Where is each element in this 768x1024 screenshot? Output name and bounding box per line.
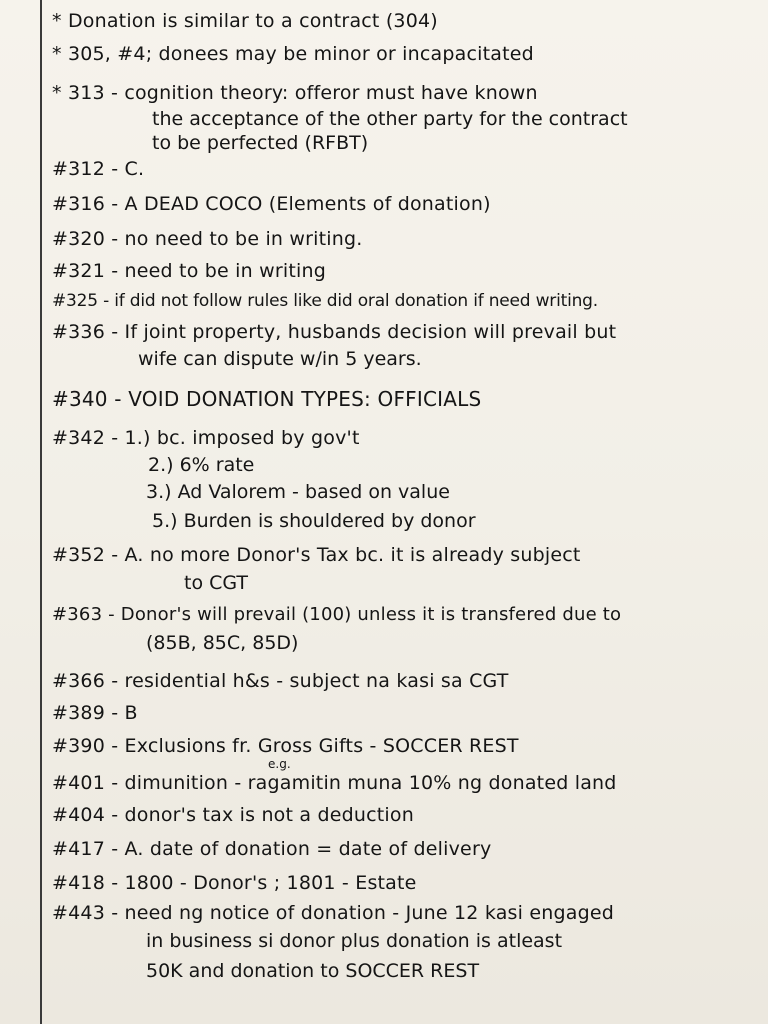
note-line: #389 - B xyxy=(52,702,138,724)
note-line-continued: (85B, 85C, 85D) xyxy=(146,632,299,654)
margin-line xyxy=(40,0,42,1024)
note-subitem: 2.) 6% rate xyxy=(148,454,255,476)
note-line: #336 - If joint property, husbands decision will prevail but xyxy=(52,321,617,343)
note-line: #363 - Donor's will prevail (100) unless it is transfered due to xyxy=(52,604,622,625)
note-line: #325 - if did not follow rules like did oral donation if need writing. xyxy=(52,291,598,311)
note-line: #320 - no need to be in writing. xyxy=(52,228,363,250)
note-line: #418 - 1800 - Donor's ; 1801 - Estate xyxy=(52,872,417,894)
note-line: * Donation is similar to a contract (304) xyxy=(52,10,438,32)
note-subitem: 3.) Ad Valorem - based on value xyxy=(146,481,450,503)
note-line: #404 - donor's tax is not a deduction xyxy=(52,804,414,826)
note-subitem: 5.) Burden is shouldered by donor xyxy=(152,510,476,532)
note-line: #417 - A. date of donation = date of delivery xyxy=(52,838,492,860)
note-line: #366 - residential h&s - subject na kasi sa CGT xyxy=(52,670,509,692)
note-line: #401 - dimunition - ragamitin muna 10% ng donated land xyxy=(52,772,617,794)
note-line-continued: to be perfected (RFBT) xyxy=(152,132,369,154)
note-line: #390 - Exclusions fr. Gross Gifts - SOCCER REST xyxy=(52,735,519,757)
note-line-continued: wife can dispute w/in 5 years. xyxy=(138,348,422,370)
note-line: #321 - need to be in writing xyxy=(52,260,326,282)
note-line: #316 - A DEAD COCO (Elements of donation) xyxy=(52,193,491,215)
note-line-continued: 50K and donation to SOCCER REST xyxy=(146,960,480,982)
note-line: #443 - need ng notice of donation - June 12 kasi engaged xyxy=(52,902,615,924)
note-line-continued: to CGT xyxy=(184,572,249,594)
note-line: #342 - 1.) bc. imposed by gov't xyxy=(52,427,360,449)
note-line: * 305, #4; donees may be minor or incapacitated xyxy=(52,43,534,65)
eg-annotation: e.g. xyxy=(268,757,291,771)
note-line: #352 - A. no more Donor's Tax bc. it is already subject xyxy=(52,544,581,566)
note-line: * 313 - cognition theory: offeror must have known xyxy=(52,82,538,104)
note-line-continued: the acceptance of the other party for the contract xyxy=(152,108,628,130)
note-line: #340 - VOID DONATION TYPES: OFFICIALS xyxy=(52,387,482,411)
note-line: #312 - C. xyxy=(52,158,145,180)
note-line-continued: in business si donor plus donation is atleast xyxy=(146,930,563,952)
